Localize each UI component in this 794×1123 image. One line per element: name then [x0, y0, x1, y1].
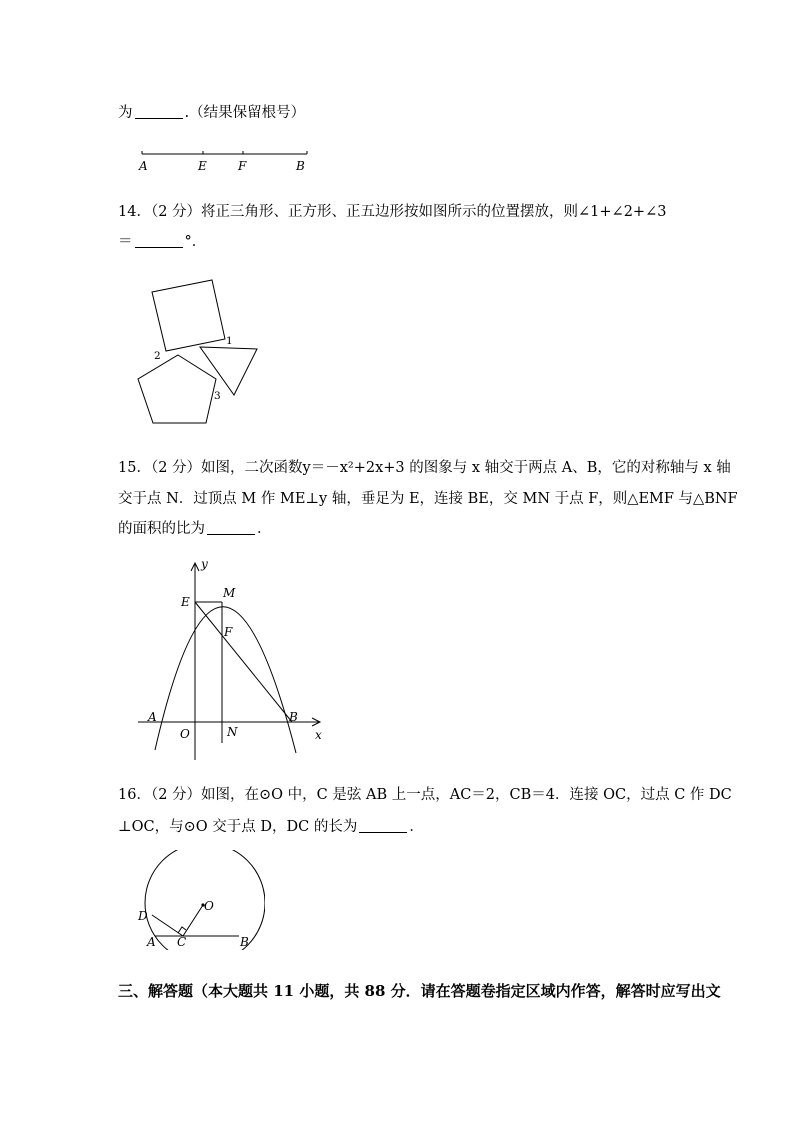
q15-label-b: B	[289, 710, 298, 724]
q13-prefix: 为	[118, 105, 133, 121]
q14-triangle	[200, 347, 257, 395]
q16-right-angle-mark	[178, 927, 186, 933]
q16-label-a: A	[147, 935, 156, 949]
q15-label-e: E	[181, 595, 190, 609]
q14-angle-2-label: 2	[154, 350, 161, 362]
q16-prefix: ⊥OC，与⊙O 交于点 D，DC 的长为	[118, 819, 358, 835]
q15-answer-blank[interactable]	[207, 520, 255, 535]
q13-answer-blank[interactable]	[135, 104, 183, 119]
q15-suffix: ．	[257, 521, 272, 537]
q16-label-c: C	[177, 935, 187, 949]
q15-label-m: M	[223, 586, 236, 600]
q15-label-x: x	[315, 728, 322, 742]
q15-label-f: F	[224, 625, 233, 639]
q14-angle-3-label: 3	[214, 390, 221, 402]
q14-equals: ＝	[118, 234, 133, 250]
q15-label-y: y	[201, 557, 208, 571]
q16-label-o: O	[204, 899, 214, 913]
q16-answer-blank[interactable]	[359, 818, 407, 833]
q14-angle-1-label: 1	[226, 335, 233, 347]
q15-line2: 交于点 N．过顶点 M 作 ME⊥y 轴，垂足为 E，连接 BE，交 MN 于点 F，则△EMF 与△BNF	[118, 491, 738, 507]
q16-circle-figure	[135, 850, 265, 950]
q15-label-a: A	[148, 710, 157, 724]
q16-segment-oc	[183, 905, 203, 936]
q15-segment-be	[195, 602, 292, 722]
q14-line1: 14．（2 分）将正三角形、正方形、正五边形按如图所示的位置摆放，则∠1+∠2+∠3	[118, 204, 667, 220]
q13-answer-line	[118, 103, 305, 123]
q13-suffix: .（结果保留根号）	[184, 105, 306, 121]
q13-label-e: E	[198, 159, 207, 173]
q13-segment-figure	[135, 145, 315, 175]
q15-parabola-figure	[135, 555, 335, 765]
q14-polygons-figure	[130, 275, 270, 430]
q16-label-b: B	[240, 935, 249, 949]
q15-line1: 15．（2 分）如图，二次函数y＝－x²+2x+3 的图象与 x 轴交于两点 A、B，它的对称轴与 x 轴	[118, 460, 731, 476]
section-3-heading: 三、解答题（本大题共 11 小题，共 88 分．请在答题卷指定区域内作答，解答时应写出文	[118, 982, 721, 1000]
q14-pentagon	[138, 355, 216, 423]
q15-prefix: 的面积的比为	[118, 521, 205, 537]
q15-line3	[118, 519, 272, 539]
q15-label-o: O	[180, 727, 190, 741]
q14-suffix: °．	[184, 234, 207, 250]
q13-label-f: F	[238, 159, 247, 173]
q14-line2	[118, 232, 206, 252]
q16-label-d: D	[138, 909, 148, 923]
q13-label-b: B	[296, 159, 305, 173]
q16-line1: 16．（2 分）如图，在⊙O 中，C 是弦 AB 上一点，AC＝2，CB＝4．连接 OC，过点 C 作 DC	[118, 787, 732, 803]
q16-suffix: ．	[409, 819, 424, 835]
q13-label-a: A	[139, 159, 148, 173]
q14-square	[152, 280, 225, 351]
q15-label-n: N	[227, 725, 238, 739]
q14-answer-blank[interactable]	[135, 233, 183, 248]
q16-line2	[118, 817, 424, 837]
